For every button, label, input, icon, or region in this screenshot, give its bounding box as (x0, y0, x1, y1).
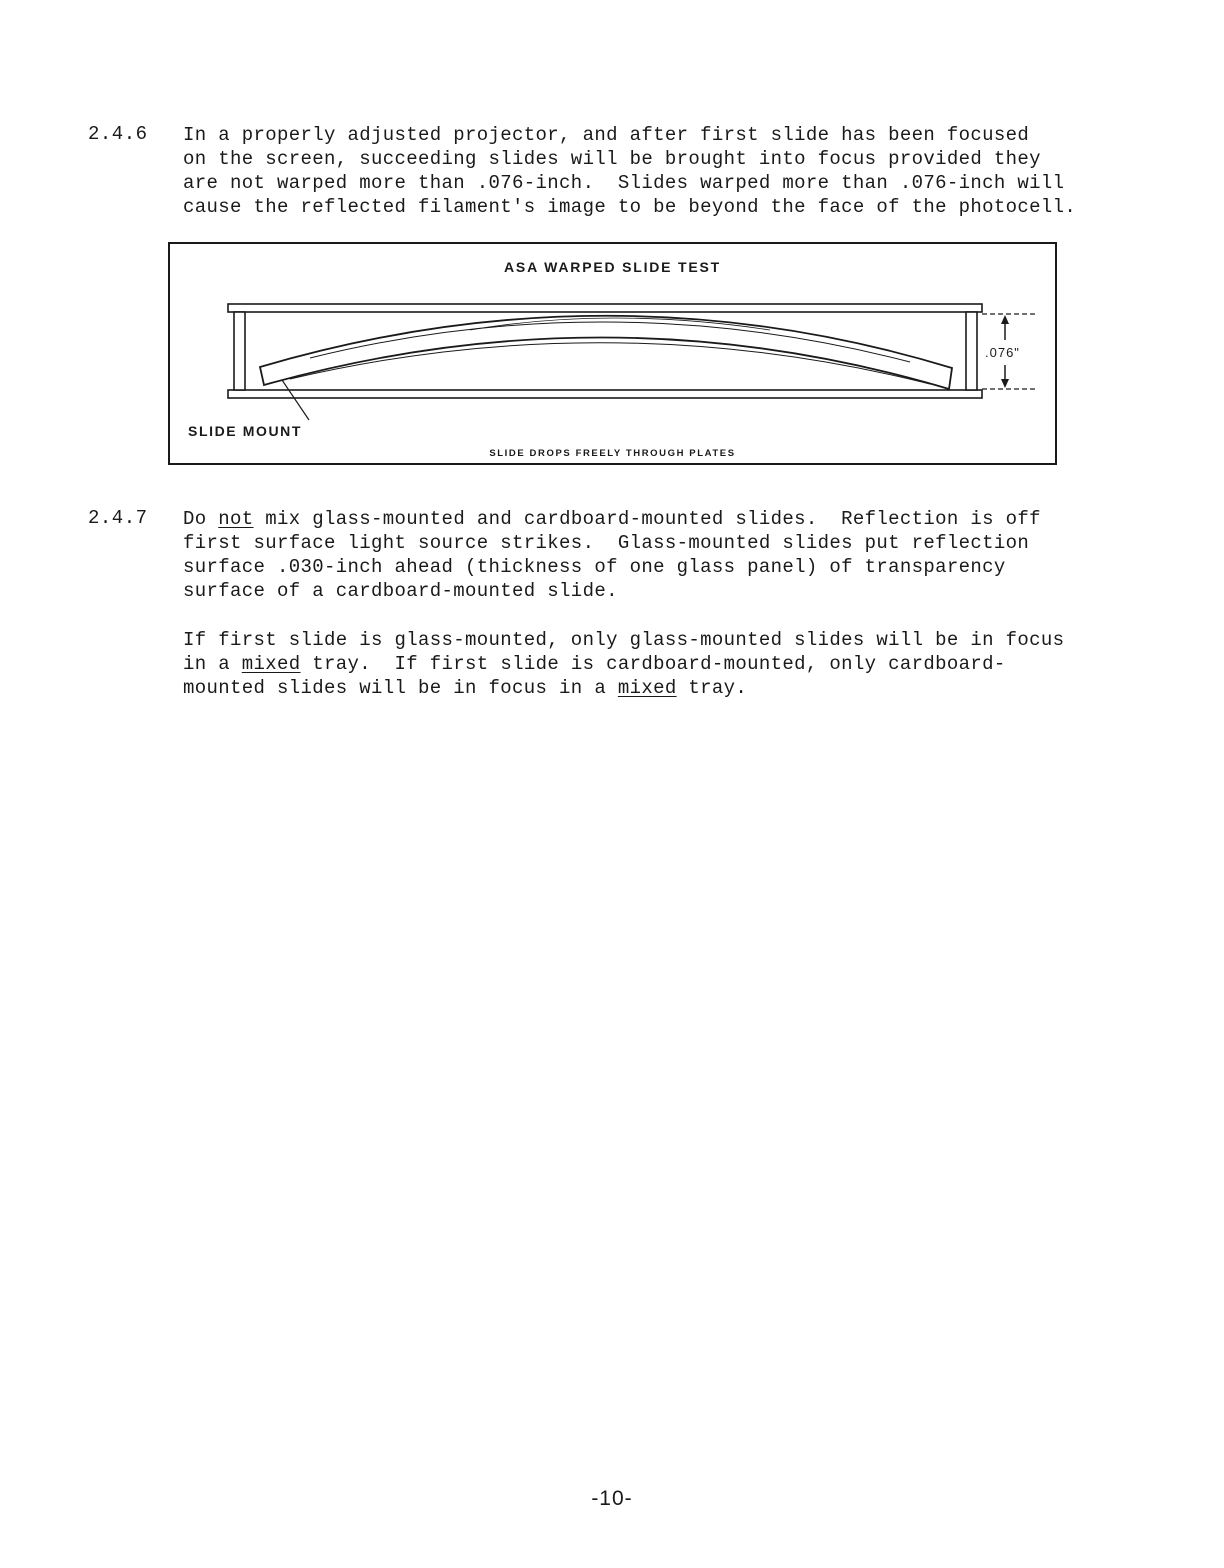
text-run: Do (183, 508, 219, 530)
section-number-2-4-7: 2.4.7 (88, 507, 148, 529)
warped-slide-diagram (170, 244, 1054, 462)
paragraph-2-4-7-continued (183, 628, 1123, 700)
dimension-label: .076" (985, 345, 1020, 360)
top-plate (228, 304, 982, 312)
figure-title: ASA WARPED SLIDE TEST (504, 259, 721, 275)
right-post (966, 312, 977, 390)
figure-caption: SLIDE DROPS FREELY THROUGH PLATES (489, 448, 736, 459)
paragraph-line: on the screen, succeeding slides will be brought into focus provided they (183, 148, 1041, 170)
paragraph-line: first surface light source strikes. Glass-mounted slides put reflection (183, 532, 1030, 554)
paragraph-line: are not warped more than .076-inch. Slides warped more than .076-inch will (183, 172, 1065, 194)
warped-slide (260, 316, 952, 389)
paragraph-line: surface .030-inch ahead (thickness of one glass panel) of transparency (183, 556, 1006, 578)
paragraph-2-4-6 (183, 123, 1123, 219)
paragraph-line: If first slide is glass-mounted, only glass-mounted slides will be in focus (183, 629, 1065, 651)
dimension-arrowhead-down (1001, 379, 1009, 388)
slide-mount-label: SLIDE MOUNT (188, 423, 303, 439)
paragraph-line: cause the reflected filament's image to be beyond the face of the photocell. (183, 196, 1077, 218)
text-run: in a (183, 653, 242, 675)
bottom-plate (228, 390, 982, 398)
underlined-word: mixed (617, 677, 677, 699)
dimension-arrowhead-up (1001, 315, 1009, 324)
warped-slide-test-figure (168, 242, 1057, 465)
underlined-word: not (218, 508, 254, 530)
page-number: -10- (591, 1487, 633, 1510)
section-number-2-4-6: 2.4.6 (88, 123, 148, 145)
text-run: tray. (676, 677, 748, 699)
text-run: mix glass-mounted and cardboard-mounted slides. Reflection is off (253, 508, 1041, 530)
paragraph-line (183, 652, 1123, 676)
paragraph-line: surface of a cardboard-mounted slide. (183, 580, 618, 602)
text-run: mounted slides will be in focus in a (183, 677, 618, 699)
text-run: tray. If first slide is cardboard-mounted, only cardboard- (300, 653, 1006, 675)
paragraph-line (183, 507, 1123, 531)
paragraph-line: In a properly adjusted projector, and after first slide has been focused (183, 124, 1030, 146)
paragraph-2-4-7 (183, 507, 1123, 603)
underlined-word: mixed (241, 653, 301, 675)
paragraph-line (183, 676, 1123, 700)
slide-mount-leader (282, 380, 309, 420)
left-post (234, 312, 245, 390)
